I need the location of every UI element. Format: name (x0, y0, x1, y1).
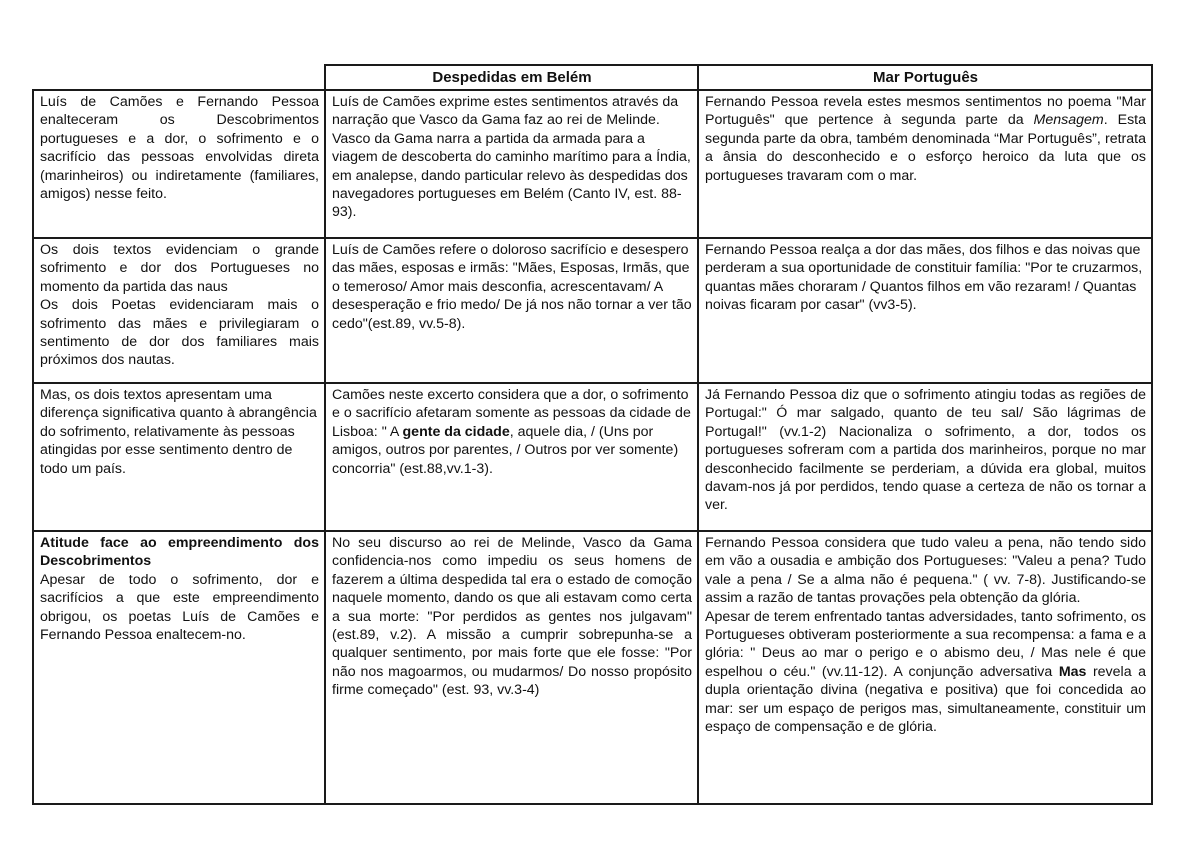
mensagem-title: Mensagem (1033, 112, 1104, 129)
mar-text: Já Fernando Pessoa diz que o sofrimento atingiu todas as regiões de Portugal:" Ó mar salgado, quanto de teu sal/ São lágrimas de Portugal!" (vv.1-2) Nacionaliza o sofrimento, a dor, todos os portugueses sofreram com a partida dos marinheiros, porque no mar desconhecido facilmente se perderiam, a dúvida era global, muitos davam-nos já por perdidos, tendo quase a certeza de não os tornar a ver. (705, 387, 1146, 514)
despedidas-text: , aquele dia, / (Uns por amigos, outros por parentes, / Outros por ver somente) concorria" (est.88,vv.1-3). (332, 423, 679, 477)
theme-text: Os dois Poetas evidenciaram mais o sofrimento das mães e privilegiaram o sentimento de dor dos familiares mais próximos dos nautas. (40, 297, 319, 369)
comparison-table (32, 64, 1153, 805)
header-empty-cell (33, 65, 325, 90)
table-row (33, 90, 1152, 238)
header-mar-portugues: Mar Português (698, 65, 1152, 90)
header-row (33, 65, 1152, 90)
mar-cell (698, 90, 1152, 238)
table-row (33, 238, 1152, 383)
theme-heading: Atitude face ao empreendimento dos Descobrimentos (40, 535, 319, 570)
theme-text: Mas, os dois textos apresentam uma diferença significativa quanto à abrangência do sofrimento, relativamente às pessoas atingidas por esse sentimento dentro de todo um país. (40, 387, 317, 477)
table-row (33, 531, 1152, 804)
despedidas-cell (325, 531, 698, 804)
mar-text: Fernando Pessoa considera que tudo valeu a pena, não tendo sido em vão a ousadia e ambição dos Portugueses: "Valeu a pena? Tudo vale a pena / Se a alma não é pequena." ( vv. 7-8). Justificando-se assim a razão de tantas provações pela obtenção da glória. (705, 535, 1146, 607)
despedidas-text: No seu discurso ao rei de Melinde, Vasco da Gama confidencia-nos como impediu os seus homens de fazerem a última despedida tal era o estado de comoção naquele momento, dando os que ali estavam como certa a sua morte: "Por perdidos as gentes nos julgavam" (est.89, v.2). A missão a cumprir sobrepunha-se a qualquer sentimento, por mais forte que ele fosse: "Por não nos magoarmos, ou mudarmos/ Do nosso propósito firme começado" (est. 93, vv.3-4) (332, 535, 692, 699)
despedidas-cell (325, 90, 698, 238)
mar-text: Apesar de terem enfrentado tantas adversidades, tanto sofrimento, os Portugueses obtiveram posteriormente a sua recompensa: a fama e a glória: " Deus ao mar o perigo e o abismo deu, / Mas nele é que espelhou o céu." (vv.11-12). A conjunção adversativa (705, 608, 1146, 680)
theme-text: Luís de Camões e Fernando Pessoa enalteceram os Descobrimentos portugueses e a dor, o sofrimento e o sacrifício das pessoas envolvidas direta (marinheiros) ou indiretamente (familiares, amigos) nesse feito. (40, 94, 319, 203)
mar-text: . Esta segunda parte da obra, também denominada “Mar Português”, retrata a ânsia do desconhecido e o esforço heroico da luta que os portugueses travaram com o mar. (705, 112, 1146, 184)
header-despedidas-em-belem: Despedidas em Belém (325, 65, 698, 90)
table-row (33, 383, 1152, 531)
despedidas-text: Camões neste excerto considera que a dor, o sofrimento e o sacrifício afetaram somente as pessoas da cidade de Lisboa: " A (332, 387, 691, 440)
despedidas-text: Luís de Camões refere o doloroso sacrifício e desespero das mães, esposas e irmãs: "Mães, Esposas, Irmãs, que o temeroso/ Amor mais desconfia, acrescentavam/ A desesperação e frio medo/ De já nos não tornar a ver tão cedo"(est.89, vv.5-8). (332, 242, 692, 332)
theme-text: Apesar de todo o sofrimento, dor e sacrifícios a que este empreendimento obrigou, os poetas Luís de Camões e Fernando Pessoa enaltecem-no. (40, 571, 319, 644)
mar-text: revela a dupla orientação divina (negativa e positiva) que foi concedida ao mar: ser um espaço de perigos mas, simultaneamente, constituir um espaço de compensação e de glória. (705, 663, 1146, 736)
mar-cell (698, 238, 1152, 383)
despedidas-text: Luís de Camões exprime estes sentimentos através da narração que Vasco da Gama faz ao rei de Melinde. Vasco da Gama narra a partida da armada para a viagem de descoberta do caminho marítimo para a Índia, em analepse, dando particular relevo às despedidas dos navegadores portugueses em Belém (Canto IV, est. 88-93). (332, 94, 691, 221)
mar-cell (698, 531, 1152, 804)
theme-cell (33, 90, 325, 238)
mar-text: Fernando Pessoa revela estes mesmos sentimentos no poema "Mar Português" que pertence à segunda parte da (705, 94, 1146, 129)
theme-cell (33, 531, 325, 804)
theme-cell (33, 383, 325, 531)
theme-cell (33, 238, 325, 383)
emphasis-text: Mas (1058, 663, 1087, 680)
mar-cell (698, 383, 1152, 531)
mar-text: Fernando Pessoa realça a dor das mães, dos filhos e das noivas que perderam a sua oportunidade de constituir família: "Por te cruzarmos, quantas mães choraram / Quantos filhos em vão rezaram! / Quantas noivas ficaram por casar" (vv3-5). (705, 242, 1143, 314)
despedidas-cell (325, 383, 698, 531)
theme-text: Os dois textos evidenciam o grande sofrimento e dor dos Portugueses no momento da partida das naus (40, 242, 319, 295)
emphasis-text: gente da cidade (402, 423, 510, 440)
despedidas-cell (325, 238, 698, 383)
